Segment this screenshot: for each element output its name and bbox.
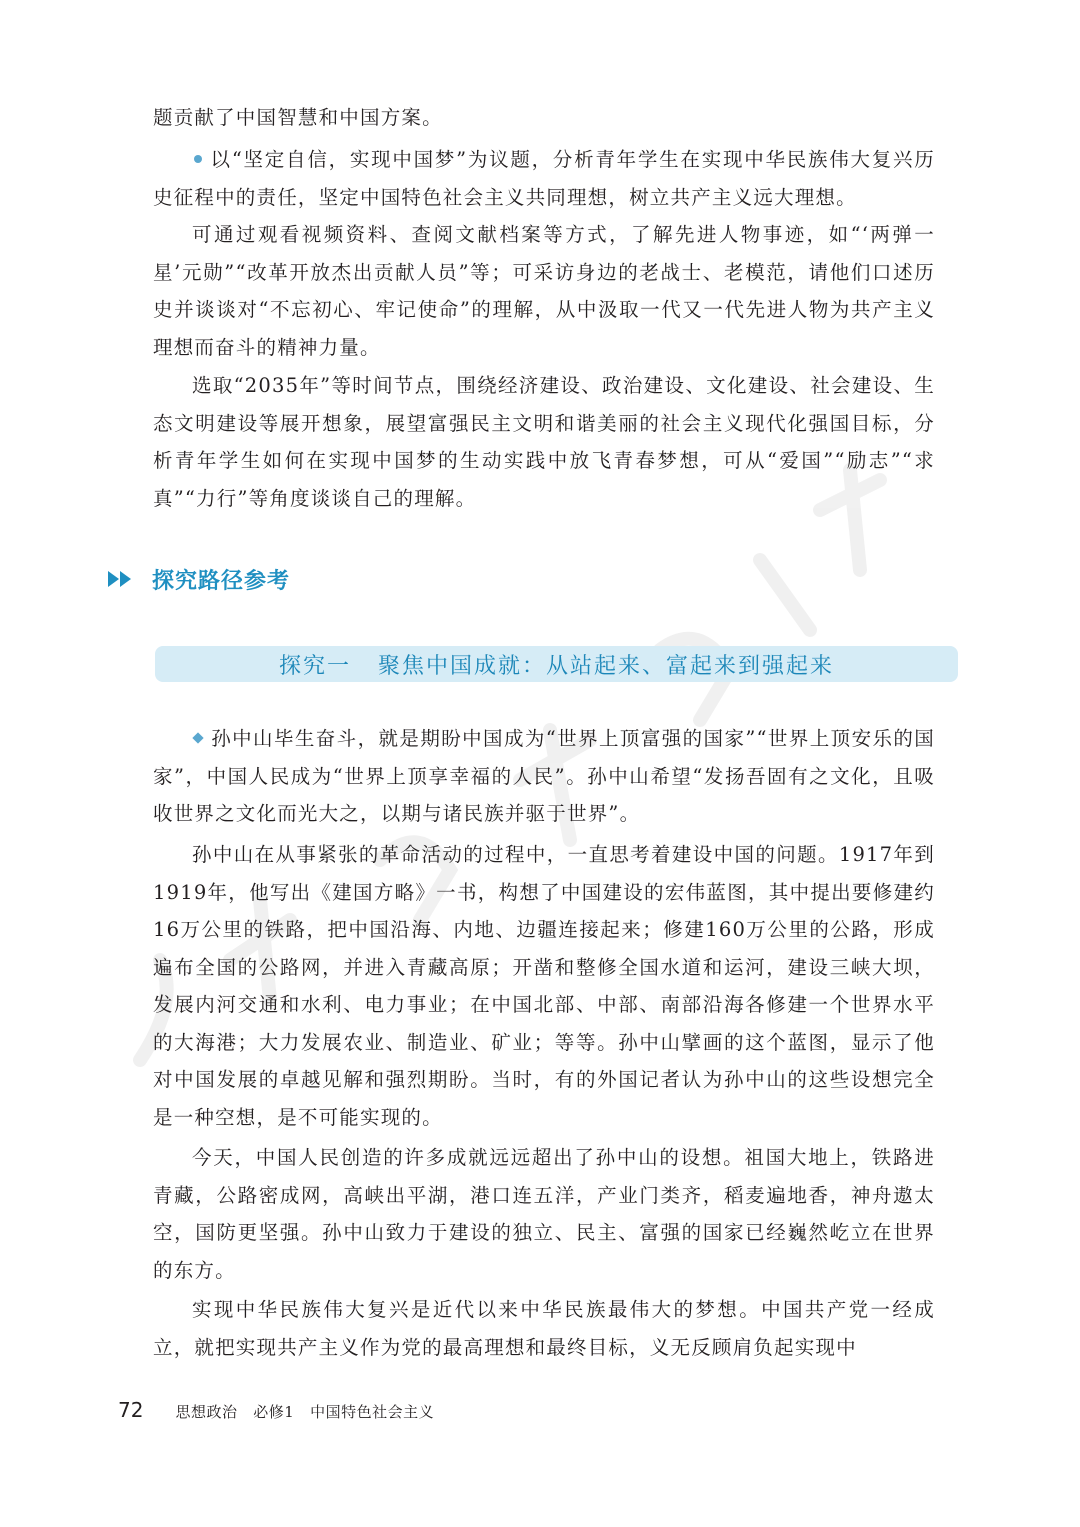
bullet-paragraph-agenda [153,141,935,216]
topic-title: 探究一 聚焦中国成就：从站起来、富起来到强起来 [279,653,834,679]
section-title: 探究路径参考 [152,568,291,594]
bullet-dot-icon [194,155,202,163]
bullet-paragraph-text: 以“坚定自信，实现中国梦”为议题，分析青年学生在实现中华民族伟大复兴历史征程中的责任，坚定中国特色社会主义共同理想，树立共产主义远大理想。 [153,148,935,209]
paragraph-rejuvenation: 实现中华民族伟大复兴是近代以来中华民族最伟大的梦想。中国共产党一经成立，就把实现共产主义作为党的最高理想和最终目标，义无反顾肩负起实现中 [153,1298,935,1359]
bullet-paragraph-sun-yat-sen [153,720,935,833]
paragraph-jianguo-fanglue: 孙中山在从事紧张的革命活动的过程中，一直思考着建设中国的问题。1917年到1919年，他写出《建国方略》一书，构想了中国建设的宏伟蓝图，其中提出要修建约16万公里的铁路，把中国沿海、内地、边疆连接起来；修建160万公里的公路，形成遍布全国的公路网，并进入青藏高原；开凿和整修全国水道和运河，建设三峡大坝，发展内河交通和水利、电力事业；在中国北部、中部、南部沿海各修建一个世界水平的大海港；大力发展农业、制造业、矿业；等等。孙中山擘画的这个蓝图，显示了他对中国发展的卓越见解和强烈期盼。当时，有的外国记者认为孙中山的这些设想完全是一种空想，是不可能实现的。 [153,843,935,1129]
section-heading [108,562,290,596]
paragraph-methods: 可通过观看视频资料、查阅文献档案等方式，了解先进人物事迹，如“‘两弹一星’元勋”“改革开放杰出贡献人员”等；可采访身边的老战士、老模范，请他们口述历史并谈谈对“不忘初心、牢记使命”的理解，从中汲取一代又一代先进人物为共产主义理想而奋斗的精神力量。 [153,223,935,359]
bullet-paragraph-text: 孙中山毕生奋斗，就是期盼中国成为“世界上顶富强的国家”“世界上顶安乐的国家”，中国人民成为“世界上顶享幸福的人民”。孙中山希望“发扬吾固有之文化，且吸收世界之文化而光大之，以期与诸民族并驱于世界”。 [153,727,935,825]
double-chevron-right-icon [108,569,138,589]
paragraph-continuation: 题贡献了中国智慧和中国方案。 [153,106,443,129]
topic-banner [155,646,958,682]
page-footer [118,1398,434,1426]
paragraph-achievements: 今天，中国人民创造的许多成就远远超出了孙中山的设想。祖国大地上，铁路进青藏，公路密成网，高峡出平湖，港口连五洋，产业门类齐，稻麦遍地香，神舟遨太空，国防更坚强。孙中山致力于建设的独立、民主、富强的国家已经巍然屹立在世界的东方。 [153,1146,935,1282]
bullet-diamond-icon [192,732,203,743]
paragraph-2035: 选取“2035年”等时间节点，围绕经济建设、政治建设、文化建设、社会建设、生态文明建设等展开想象，展望富强民主文明和谐美丽的社会主义现代化强国目标，分析青年学生如何在实现中国梦的生动实践中放飞青春梦想，可从“爱国”“励志”“求真”“力行”等角度谈谈自己的理解。 [153,374,935,510]
page-number: 72 [118,1398,144,1422]
book-title: 思想政治 必修1 中国特色社会主义 [175,1403,435,1421]
